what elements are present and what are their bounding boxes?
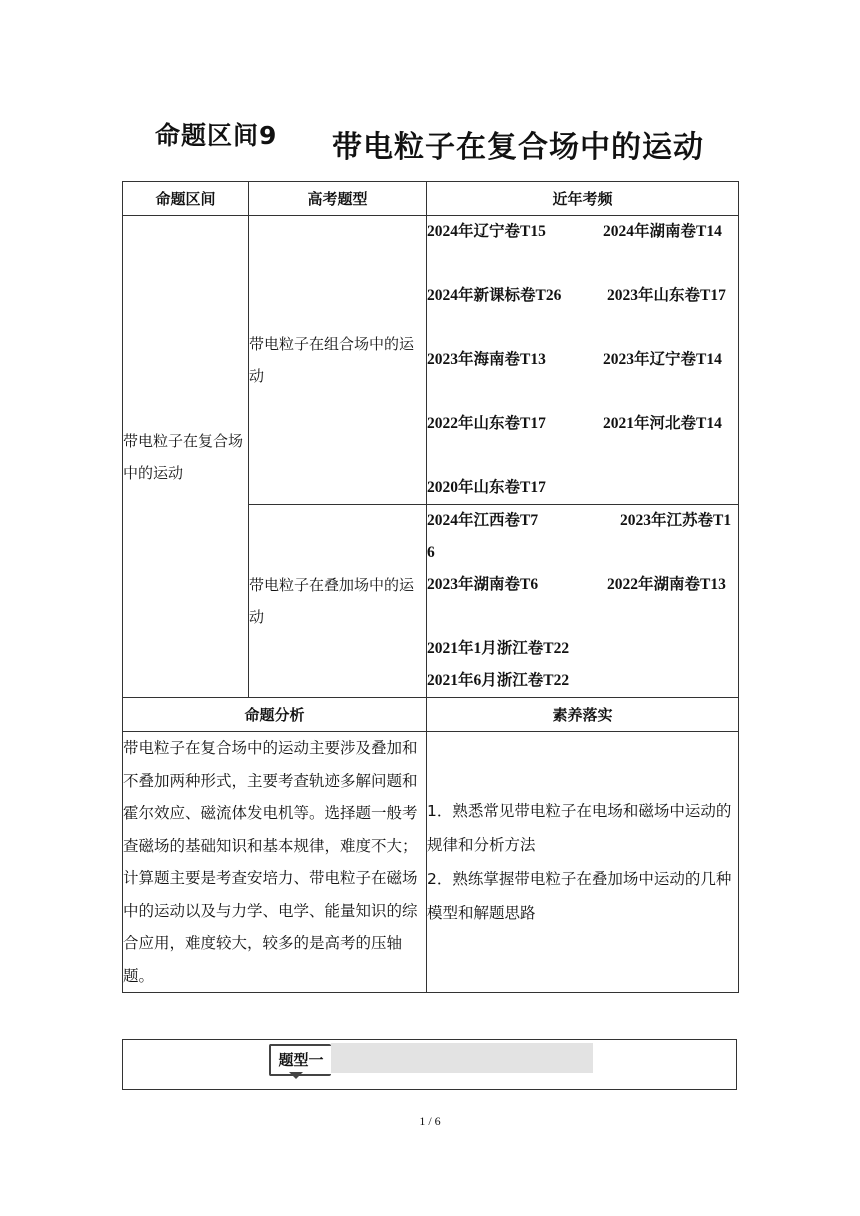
section-number: 命题区间9 [155, 121, 278, 150]
frequency-item: 2021年河北卷T14 [603, 415, 722, 432]
frequency-line [427, 280, 738, 344]
frequency-item: 2024年辽宁卷T15 [427, 223, 546, 240]
frequency-item: 2020年山东卷T17 [427, 479, 546, 496]
frequency-item: 2021年1月浙江卷T22 [427, 640, 570, 657]
header-interval: 命题区间 [123, 182, 249, 216]
header-analysis: 命题分析 [123, 698, 427, 732]
down-arrow-icon [289, 1072, 303, 1079]
frequency-item: 2024年新课标卷T26 [427, 287, 562, 304]
frequency-item: 2022年山东卷T17 [427, 415, 546, 432]
frequency-line [427, 633, 738, 665]
frequency-item: 2023年山东卷T17 [607, 287, 726, 304]
type-cell-combined: 带电粒子在组合场中的运动 [249, 216, 427, 505]
frequency-line [427, 569, 738, 633]
frequency-item: 2023年辽宁卷T14 [603, 351, 722, 368]
type-cell-superposed: 带电粒子在叠加场中的运动 [249, 505, 427, 698]
literacy-cell [427, 732, 739, 993]
header-type: 高考题型 [249, 182, 427, 216]
question-type-label: 题型一 [269, 1044, 331, 1076]
frequency-item: 2022年湖南卷T13 [607, 576, 726, 593]
frequency-item: 2021年6月浙江卷T22 [427, 672, 570, 689]
page-number: 1 / 6 [419, 1114, 441, 1128]
frequency-line [427, 408, 738, 472]
literacy-item: 1．熟悉常见带电粒子在电场和磁场中运动的规律和分析方法 [427, 802, 732, 854]
frequency-item: 2023年湖南卷T6 [427, 576, 539, 593]
literacy-item: 2．熟练掌握带电粒子在叠加场中运动的几种模型和解题思路 [427, 870, 732, 922]
frequency-cell-superposed [427, 505, 739, 698]
question-type-banner [122, 1039, 737, 1090]
header-literacy: 素养落实 [427, 698, 739, 732]
frequency-line [427, 344, 738, 408]
question-type-bar [331, 1043, 593, 1073]
header-frequency: 近年考频 [427, 182, 739, 216]
interval-cell: 带电粒子在复合场中的运动 [123, 216, 249, 698]
frequency-item: 2023年海南卷T13 [427, 351, 546, 368]
section-topic: 带电粒子在复合场中的运动 [332, 130, 704, 165]
analysis-text: 带电粒子在复合场中的运动主要涉及叠加和不叠加两种形式，主要考查轨迹多解问题和霍尔效应、磁流体发电机等。选择题一般考查磁场的基础知识和基本规律，难度不大；计算题主要是考查安培力、带电粒子在磁场中的运动以及与力学、电学、能量知识的综合应用，难度较大，较多的是高考的压轴题。 [123, 732, 427, 993]
frequency-item: 2024年湖南卷T14 [603, 223, 722, 240]
page-title [0, 112, 860, 172]
frequency-item: 2023年江苏卷T16 [427, 512, 732, 561]
frequency-line [427, 216, 738, 280]
frequency-line [427, 472, 738, 504]
frequency-cell-combined [427, 216, 739, 505]
overview-table [122, 181, 739, 993]
frequency-item: 2024年江西卷T7 [427, 512, 539, 529]
frequency-line [427, 505, 738, 569]
frequency-line [427, 665, 738, 697]
